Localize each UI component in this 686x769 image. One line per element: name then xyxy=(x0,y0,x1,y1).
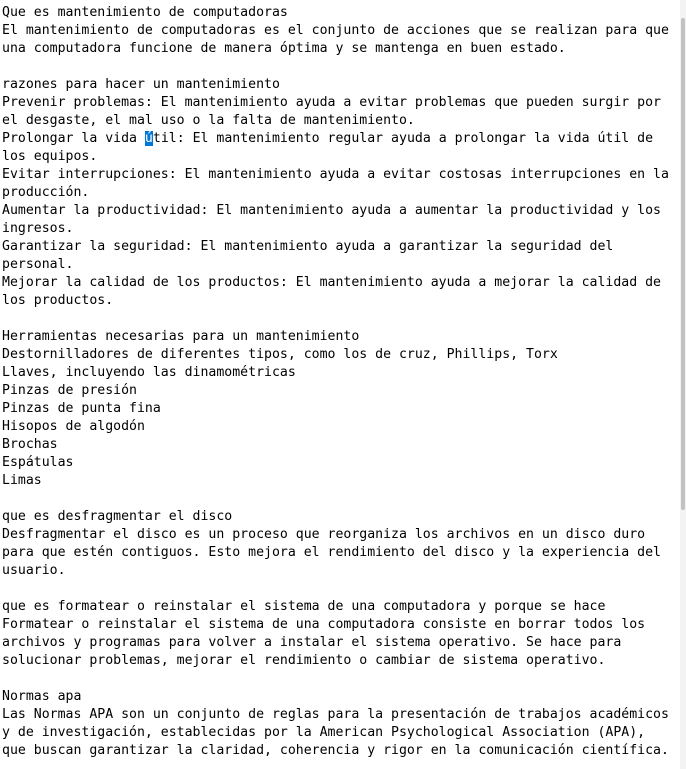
text-after-selection: til: El mantenimiento regular ayuda a prolongar la vida útil de xyxy=(152,131,654,146)
text-line[interactable]: Pinzas de punta fina xyxy=(2,401,161,416)
text-line[interactable]: Pinzas de presión xyxy=(2,383,137,398)
text-line[interactable]: Herramientas necesarias para un mantenimiento xyxy=(2,329,360,344)
selected-text: ú xyxy=(144,131,153,146)
text-line[interactable]: Formatear o reinstalar el sistema de una computadora consiste en borrar todos los xyxy=(2,617,646,632)
text-line[interactable]: los equipos. xyxy=(2,149,98,164)
text-line[interactable]: que es formatear o reinstalar el sistema de una computadora y porque se hace xyxy=(2,599,606,614)
text-line[interactable] xyxy=(2,58,678,76)
document-text-area[interactable] xyxy=(2,4,678,760)
text-line[interactable]: Desfragmentar el disco es un proceso que reorganiza los archivos en un disco duro xyxy=(2,527,646,542)
text-line[interactable]: Hisopos de algodón xyxy=(2,419,145,434)
text-line[interactable]: Aumentar la productividad: El mantenimiento ayuda a aumentar la productividad y los xyxy=(2,203,661,218)
scrollbar-thumb[interactable] xyxy=(681,18,685,510)
text-before-selection: Prolongar la vida xyxy=(2,131,145,146)
text-line[interactable] xyxy=(2,130,678,148)
text-line[interactable]: para que estén contiguos. Esto mejora el rendimiento del disco y la experiencia del xyxy=(2,545,661,560)
text-line[interactable] xyxy=(2,580,678,598)
text-line[interactable] xyxy=(2,490,678,508)
text-line[interactable]: Prevenir problemas: El mantenimiento ayuda a evitar problemas que pueden surgir por xyxy=(2,95,661,110)
text-line[interactable]: Destornilladores de diferentes tipos, como los de cruz, Phillips, Torx xyxy=(2,347,558,362)
text-line[interactable]: los productos. xyxy=(2,293,114,308)
text-line[interactable]: usuario. xyxy=(2,563,66,578)
text-line[interactable]: Mejorar la calidad de los productos: El mantenimiento ayuda a mejorar la calidad de xyxy=(2,275,661,290)
text-line[interactable]: Normas apa xyxy=(2,689,82,704)
text-line[interactable]: Las Normas APA son un conjunto de reglas para la presentación de trabajos académicos xyxy=(2,707,669,722)
text-line[interactable]: personal. xyxy=(2,257,74,272)
text-line[interactable] xyxy=(2,670,678,688)
vertical-scrollbar[interactable] xyxy=(680,0,686,769)
text-line[interactable]: solucionar problemas, mejorar el rendimiento o cambiar de sistema operativo. xyxy=(2,653,606,668)
text-line[interactable]: Limas xyxy=(2,473,42,488)
text-line[interactable]: Evitar interrupciones: El mantenimiento ayuda a evitar costosas interrupciones en la xyxy=(2,167,669,182)
text-line[interactable]: producción. xyxy=(2,185,90,200)
text-line[interactable]: una computadora funcione de manera óptima y se mantenga en buen estado. xyxy=(2,41,566,56)
text-line[interactable]: razones para hacer un mantenimiento xyxy=(2,77,280,92)
text-line[interactable] xyxy=(2,310,678,328)
text-line[interactable]: Garantizar la seguridad: El mantenimiento ayuda a garantizar la seguridad del xyxy=(2,239,614,254)
text-line[interactable]: archivos y programas para volver a instalar el sistema operativo. Se hace para xyxy=(2,635,622,650)
text-line[interactable]: Que es mantenimiento de computadoras xyxy=(2,5,288,20)
text-line[interactable]: ingresos. xyxy=(2,221,74,236)
text-line[interactable]: que buscan garantizar la claridad, coherencia y rigor en la comunicación científica. xyxy=(2,743,669,758)
text-line[interactable]: Brochas xyxy=(2,437,58,452)
text-line[interactable]: El mantenimiento de computadoras es el conjunto de acciones que se realizan para que xyxy=(2,23,669,38)
text-line[interactable]: y de investigación, establecidas por la American Psychological Association (APA), xyxy=(2,725,646,740)
text-line[interactable]: Llaves, incluyendo las dinamométricas xyxy=(2,365,296,380)
text-line[interactable]: que es desfragmentar el disco xyxy=(2,509,233,524)
text-line[interactable]: Espátulas xyxy=(2,455,74,470)
text-line[interactable]: el desgaste, el mal uso o la falta de mantenimiento. xyxy=(2,113,415,128)
